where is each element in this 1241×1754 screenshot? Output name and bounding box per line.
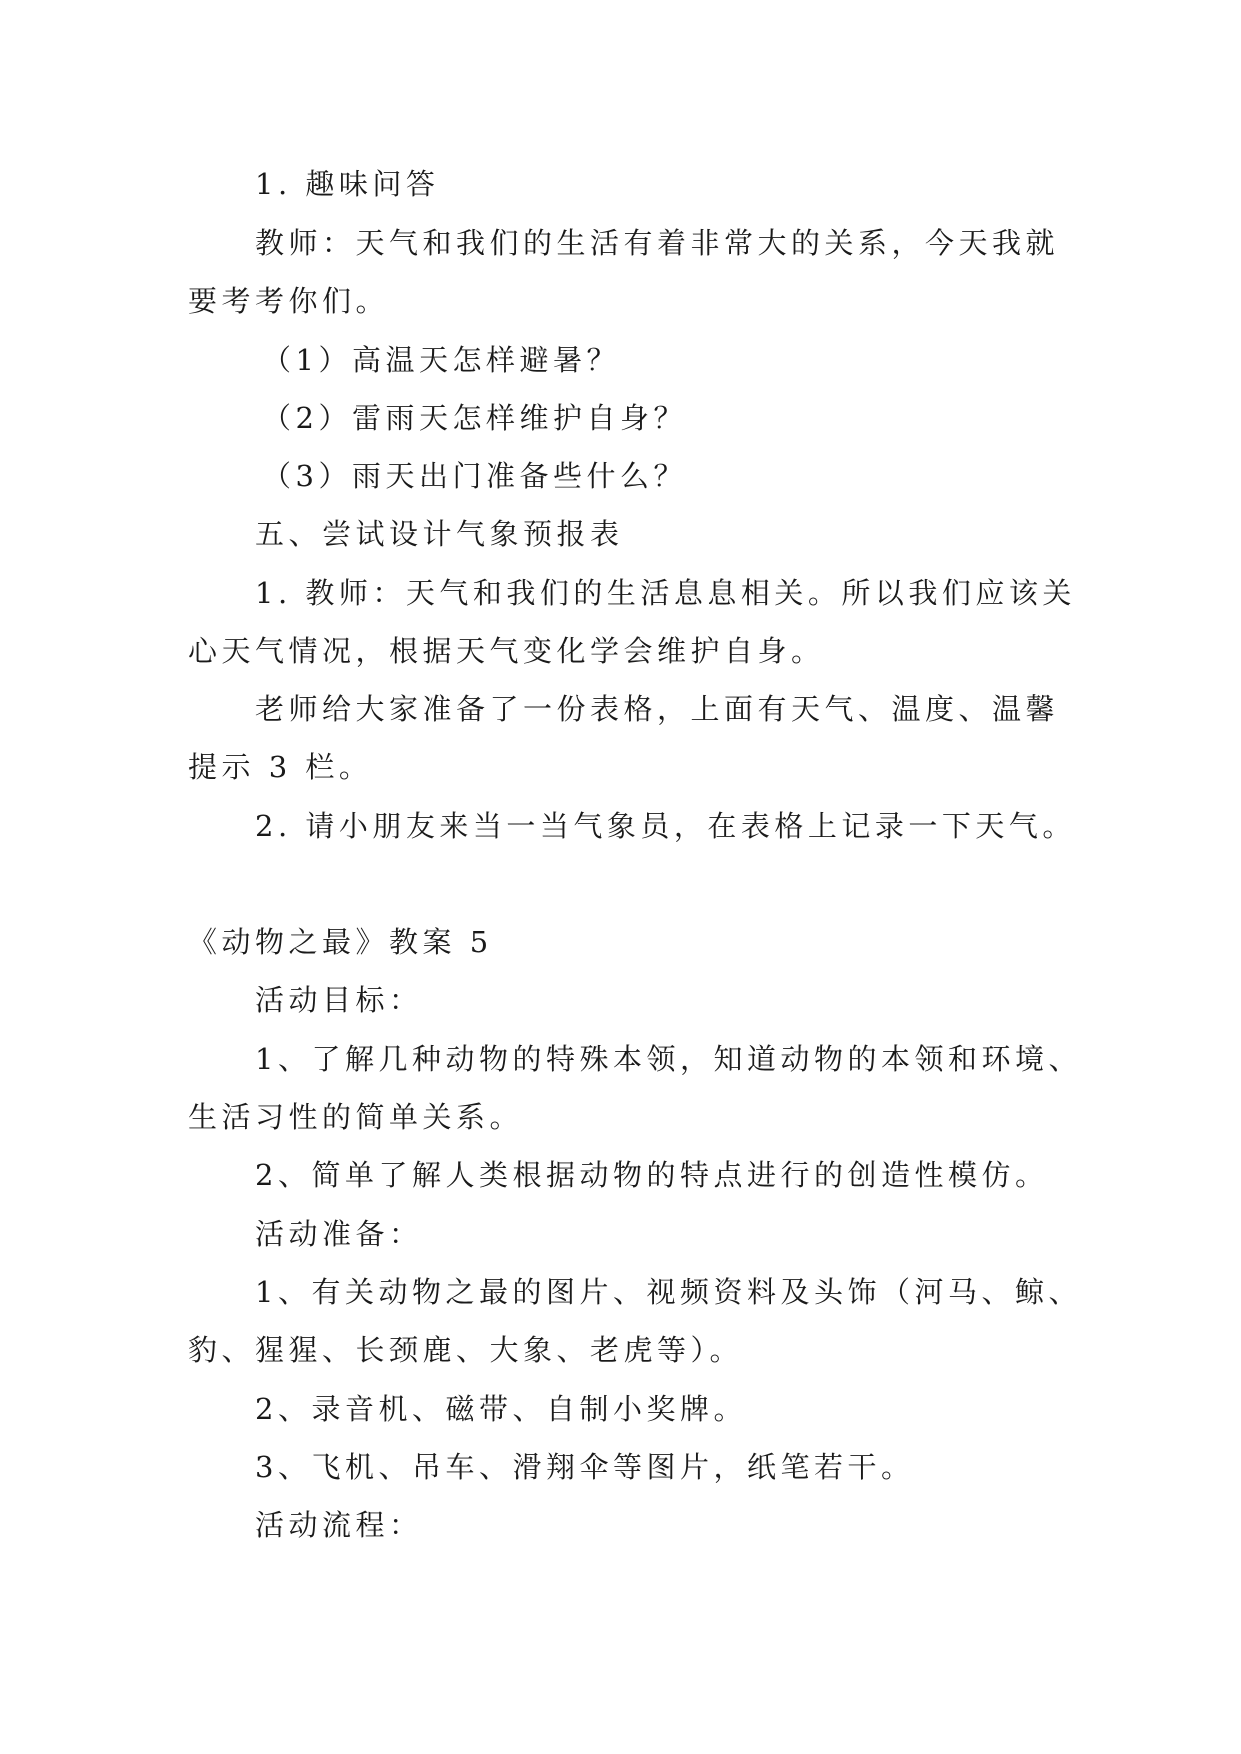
paragraph-text: 教师：天气和我们的生活有着非常大的关系，今天我就 bbox=[255, 226, 1060, 260]
list-item: 3、飞机、吊车、滑翔伞等图片，纸笔若干。 bbox=[255, 1450, 915, 1484]
paragraph-text: 提示 3 栏。 bbox=[188, 750, 373, 784]
paragraph-text: 2. 请小朋友来当一当气象员，在表格上记录一下天气。 bbox=[255, 809, 1076, 843]
section-heading-preparation: 活动准备： bbox=[255, 1217, 423, 1251]
list-item-continuation: 生活习性的简单关系。 bbox=[188, 1100, 524, 1134]
list-item: 1、有关动物之最的图片、视频资料及头饰（河马、鲸、 bbox=[255, 1275, 1082, 1309]
paragraph-text: 老师给大家准备了一份表格，上面有天气、温度、温馨 bbox=[255, 692, 1060, 726]
question-item-2: （2）雷雨天怎样维护自身？ bbox=[262, 401, 687, 435]
section-heading-process: 活动流程： bbox=[255, 1508, 423, 1542]
list-item: 1、了解几种动物的特殊本领，知道动物的本领和环境、 bbox=[255, 1042, 1082, 1076]
paragraph-text: 要考考你们。 bbox=[188, 284, 390, 318]
question-item-1: （1）高温天怎样避暑？ bbox=[262, 343, 620, 377]
section-heading-fun-qa: 1. 趣味问答 bbox=[255, 167, 440, 201]
list-item-continuation: 豹、猩猩、长颈鹿、大象、老虎等）。 bbox=[188, 1333, 744, 1367]
lesson-title: 《动物之最》教案 5 bbox=[188, 925, 493, 959]
list-item: 2、录音机、磁带、自制小奖牌。 bbox=[255, 1392, 747, 1426]
section-heading-goals: 活动目标： bbox=[255, 983, 423, 1017]
list-item: 2、简单了解人类根据动物的特点进行的创造性模仿。 bbox=[255, 1158, 1049, 1192]
question-item-3: （3）雨天出门准备些什么？ bbox=[262, 459, 687, 493]
section-heading-weather-table: 五、尝试设计气象预报表 bbox=[255, 517, 624, 551]
paragraph-text: 1. 教师：天气和我们的生活息息相关。所以我们应该关 bbox=[255, 576, 1076, 610]
paragraph-text: 心天气情况，根据天气变化学会维护自身。 bbox=[188, 634, 825, 668]
